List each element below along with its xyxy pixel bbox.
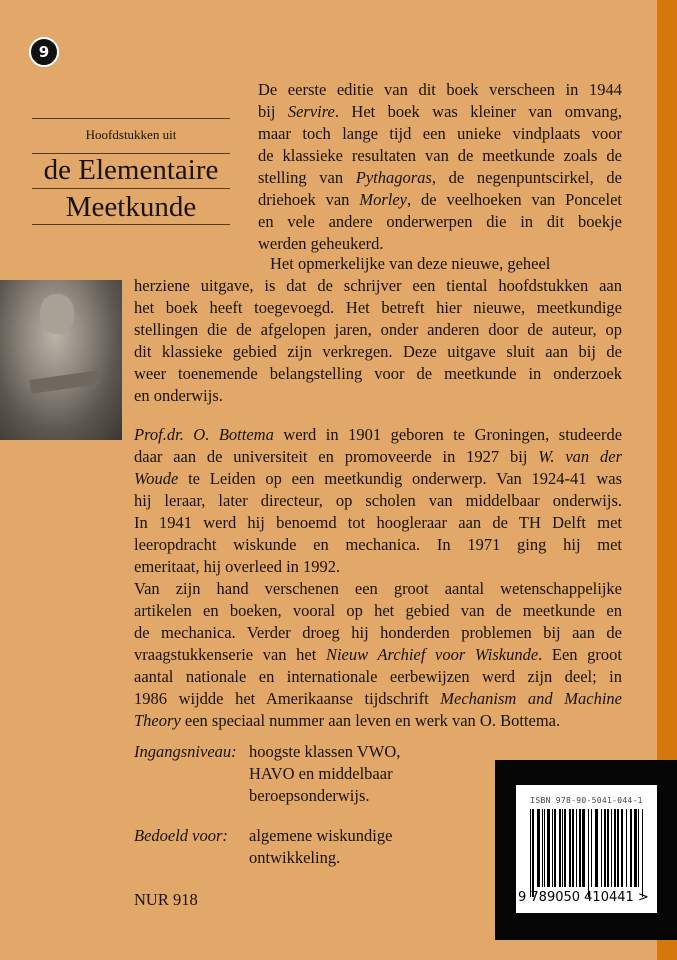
text-segment: werd in 1901 geboren te Groningen, studeerde: [273, 425, 623, 444]
italic-text: W. van der: [538, 447, 622, 466]
barcode-label: [516, 785, 657, 913]
italic-text: Nieuw Archief voor Wiskunde: [325, 645, 539, 664]
body-text-line: [134, 320, 622, 340]
body-text-line: [258, 212, 622, 232]
body-text-line: [134, 645, 622, 665]
text-segment: dit klassieke gebied zijn verkregen. Deze uitgave sluit aan bij de: [134, 342, 622, 361]
body-text-line: [134, 601, 622, 621]
barcode-bar: [642, 809, 643, 897]
intended-value-line: algemene wiskundige: [249, 826, 393, 845]
barcode-bar: [591, 809, 592, 887]
barcode-bar: [617, 809, 619, 887]
body-text-line: [258, 146, 622, 166]
text-segment: Van zijn hand verschenen een groot aantal wetenschappelijke: [134, 579, 622, 598]
title-line-1: de Elementaire: [43, 154, 219, 186]
barcode-bar: [564, 809, 566, 887]
body-text-line: [258, 234, 622, 254]
text-segment: artikelen en boeken, vooral op het gebied van de meetkunde en: [134, 601, 622, 620]
text-segment: en vele andere onderwerpen die in dit boekje: [258, 212, 622, 231]
text-segment: . Een groot: [538, 645, 622, 664]
text-segment: emeritaat, hij overleed in 1992.: [134, 557, 341, 576]
italic-text: Woude: [134, 469, 179, 488]
text-segment: driehoek van: [258, 190, 360, 209]
text-segment: stellingen die de afgelopen jaren, onder anderen door de auteur, op: [134, 320, 622, 339]
isbn-text: ISBN 978-90-5041-044-1: [530, 796, 643, 805]
barcode-bar: [604, 809, 606, 887]
body-text-line: [134, 491, 622, 511]
barcode-bar: [638, 809, 639, 887]
barcode-bars: [530, 809, 646, 897]
body-text-line: [258, 168, 622, 188]
title-rule: [32, 188, 230, 189]
italic-text: Theory: [134, 711, 181, 730]
body-text-line: [258, 190, 622, 210]
barcode-bar: [559, 809, 561, 887]
italic-text: Mechanism and Machine: [440, 689, 622, 708]
body-text-line: [134, 342, 622, 362]
text-segment: Het opmerkelijke van deze nieuwe, geheel: [270, 254, 551, 273]
text-segment: , de negenpuntscirkel, de: [431, 168, 623, 187]
body-text-line: [258, 102, 622, 122]
barcode-panel: [495, 760, 677, 940]
text-segment: vraagstukkenserie van het: [134, 645, 326, 664]
body-text-line: [270, 254, 622, 274]
body-text-line: [134, 276, 622, 296]
barcode-bar: [595, 809, 598, 887]
barcode-bar: [634, 809, 637, 887]
barcode-bar: [579, 809, 581, 887]
text-segment: werden geheukerd.: [258, 234, 384, 253]
barcode-bar: [630, 809, 632, 887]
barcode-bar: [530, 809, 531, 897]
barcode-bar: [611, 809, 612, 887]
italic-text: Prof.dr. O. Bottema: [134, 425, 274, 444]
body-text-line: [134, 689, 622, 709]
body-text-line: [134, 298, 622, 318]
body-text-line: [258, 124, 622, 144]
barcode-bar: [601, 809, 602, 887]
italic-text: Pythagoras: [355, 168, 432, 187]
barcode-bar: [576, 809, 577, 887]
text-segment: de klassieke resultaten van de meetkunde zoals de: [258, 146, 622, 165]
text-segment: aantal nationale en internationale eerbewijzen werd zijn deel; in: [134, 667, 622, 686]
text-segment: De eerste editie van dit boek verscheen in 1944: [258, 80, 622, 99]
text-segment: leeropdracht wiskunde en mechanica. In 1971 ging hij met: [134, 535, 622, 554]
body-text-line: [134, 623, 622, 643]
body-text-line: [134, 535, 622, 555]
barcode-bar: [552, 809, 553, 887]
text-segment: herziene uitgave, is dat de schrijver een tiental hoofdstukken aan: [134, 276, 622, 295]
body-text-line: [134, 579, 622, 599]
title-rule: [32, 118, 230, 119]
text-segment: , de veelhoeken van Poncelet: [406, 190, 622, 209]
body-text-line: [134, 513, 622, 533]
text-segment: maar toch lange tijd een unieke vindplaats voor: [258, 124, 622, 143]
title-line-2: Meetkunde: [65, 191, 197, 223]
barcode-bar: [621, 809, 623, 887]
body-text-line: [134, 469, 622, 489]
barcode-bar: [588, 809, 589, 897]
barcode-bar: [569, 809, 571, 887]
series-number-badge: 9: [29, 37, 59, 67]
barcode-bar: [607, 809, 609, 887]
text-segment: hij leraar, later directeur, op scholen van middelbaar onderwijs.: [134, 491, 622, 510]
italic-text: Servire: [287, 102, 335, 121]
body-text-line: [134, 667, 622, 687]
barcode-bar: [614, 809, 616, 887]
text-segment: In 1941 werd hij benoemd tot hoogleraar aan de TH Delft met: [134, 513, 622, 532]
text-segment: het boek heeft toegevoegd. Het betreft hier nieuwe, meetkundige: [134, 298, 622, 317]
barcode-bar: [554, 809, 556, 887]
author-statue-photo: [0, 280, 122, 440]
body-text-line: [134, 711, 622, 731]
body-text-line: [258, 80, 622, 100]
nur-code: NUR 918: [134, 890, 198, 909]
level-value-line: hoogste klassen VWO,: [249, 742, 401, 761]
body-text-line: [134, 425, 622, 445]
text-segment: stelling van: [258, 168, 356, 187]
barcode-bar: [544, 809, 545, 887]
text-segment: de mechanica. Verder droeg hij honderden problemen bij aan de: [134, 623, 622, 642]
body-text-line: [134, 364, 622, 384]
text-segment: bij: [258, 102, 288, 121]
barcode-bar: [542, 809, 543, 887]
text-segment: daar aan de universiteit en promoveerde in 1927 bij: [134, 447, 539, 466]
body-text-line: [134, 386, 622, 406]
level-value-line: HAVO en middelbaar: [249, 764, 393, 783]
barcode-bar: [562, 809, 563, 887]
italic-text: Morley: [359, 190, 407, 209]
intended-value-line: ontwikkeling.: [249, 848, 341, 867]
text-segment: . Het boek was kleiner van omvang,: [334, 102, 622, 121]
barcode-bar: [547, 809, 550, 887]
text-segment: 1986 wijdde het Amerikaanse tijdschrift: [134, 689, 441, 708]
text-segment: een speciaal nummer aan leven en werk van O. Bottema.: [180, 711, 561, 730]
text-segment: weer toenemende belangstelling voor de meetkunde in onderzoek: [134, 364, 622, 383]
barcode-digits: 9 789050 410441 >: [518, 890, 649, 905]
barcode-bar: [532, 809, 534, 897]
level-label: Ingangsniveau:: [134, 742, 237, 761]
body-text-line: [134, 447, 622, 467]
barcode-bar: [572, 809, 574, 887]
level-value-line: beroepsonderwijs.: [249, 786, 370, 805]
barcode-bar: [626, 809, 627, 887]
text-segment: te Leiden op een meetkundig onderwerp. Van 1924-41 was: [178, 469, 622, 488]
body-text-line: [134, 557, 622, 577]
intended-label: Bedoeld voor:: [134, 826, 228, 845]
title-subtitle: Hoofdstukken uit: [85, 127, 177, 142]
barcode-bar: [537, 809, 540, 887]
text-segment: en onderwijs.: [134, 386, 223, 405]
barcode-bar: [582, 809, 585, 887]
title-rule: [32, 224, 230, 225]
